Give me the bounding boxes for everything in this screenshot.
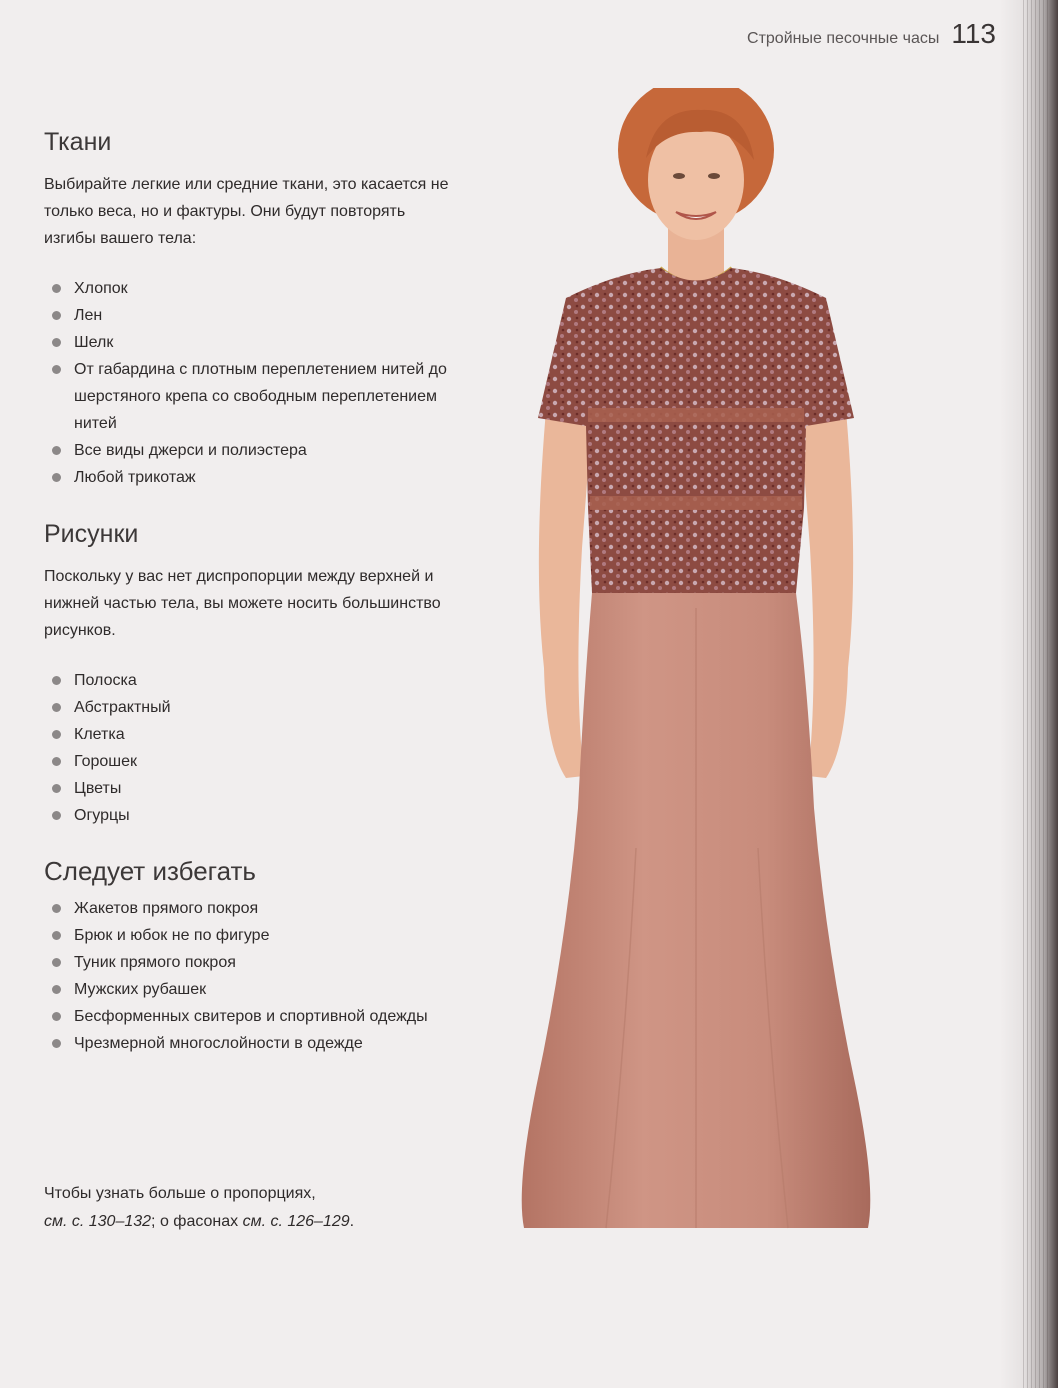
running-title: Стройные песочные часы bbox=[747, 30, 940, 47]
list-item: Абстрактный bbox=[44, 694, 484, 721]
list-item: Туник прямого покроя bbox=[44, 949, 434, 976]
list-item: Цветы bbox=[44, 775, 484, 802]
list-item: Бесформенных свитеров и спортивной одежды bbox=[44, 1003, 434, 1030]
bullet-icon bbox=[52, 811, 61, 820]
page-number: 113 bbox=[951, 18, 996, 49]
bullet-icon bbox=[52, 757, 61, 766]
patterns-list bbox=[44, 667, 484, 829]
bullet-icon bbox=[52, 985, 61, 994]
bullet-icon bbox=[52, 730, 61, 739]
list-item: Огурцы bbox=[44, 802, 484, 829]
bullet-icon bbox=[52, 1039, 61, 1048]
list-item: Полоска bbox=[44, 667, 484, 694]
page-ref-proportions: см. с. 130–132 bbox=[44, 1213, 152, 1230]
page-ref-styles: см. с. 126–129 bbox=[242, 1213, 350, 1230]
bullet-icon bbox=[52, 1012, 61, 1021]
list-item: Шелк bbox=[44, 329, 464, 356]
list-item: Хлопок bbox=[44, 275, 464, 302]
bullet-icon bbox=[52, 338, 61, 347]
bullet-icon bbox=[52, 446, 61, 455]
bullet-icon bbox=[52, 931, 61, 940]
bullet-icon bbox=[52, 904, 61, 913]
bullet-icon bbox=[52, 311, 61, 320]
footnote-refs: см. с. 130–132; о фасонах см. с. 126–129. bbox=[44, 1213, 355, 1230]
patterns-intro: Поскольку у вас нет диспропорции между верхней и нижней частью тела, вы можете носить большинство рисунков. bbox=[44, 568, 441, 639]
list-item: Горошек bbox=[44, 748, 484, 775]
list-item: Лен bbox=[44, 302, 464, 329]
list-item: Мужских рубашек bbox=[44, 976, 434, 1003]
list-item: Жакетов прямого покроя bbox=[44, 895, 434, 922]
list-item: От габардина с плотным переплетением нитей до шерстяного крепа со свободным переплетением нитей bbox=[44, 356, 464, 437]
fabrics-list bbox=[44, 275, 464, 491]
bullet-icon bbox=[52, 958, 61, 967]
fabrics-heading: Ткани bbox=[44, 128, 112, 156]
patterns-heading: Рисунки bbox=[44, 520, 139, 548]
footnote-lead: Чтобы узнать больше о пропорциях, bbox=[44, 1185, 316, 1202]
list-item: Брюк и юбок не по фигуре bbox=[44, 922, 434, 949]
list-item: Любой трикотаж bbox=[44, 464, 464, 491]
fabrics-intro: Выбирайте легкие или средние ткани, это касается не только веса, но и фактуры. Они будут повторять изгибы вашего тела: bbox=[44, 176, 449, 247]
list-item: Чрезмерной многослойности в одежде bbox=[44, 1030, 434, 1057]
bullet-icon bbox=[52, 473, 61, 482]
model-photo bbox=[496, 88, 896, 1378]
fabrics-section bbox=[44, 128, 484, 252]
page-edges bbox=[1020, 0, 1050, 1388]
patterns-section bbox=[44, 520, 484, 644]
list-item: Все виды джерси и полиэстера bbox=[44, 437, 464, 464]
bullet-icon bbox=[52, 784, 61, 793]
avoid-heading: Следует избегать bbox=[44, 856, 256, 886]
bullet-icon bbox=[52, 284, 61, 293]
bullet-icon bbox=[52, 676, 61, 685]
bullet-icon bbox=[52, 703, 61, 712]
list-item: Клетка bbox=[44, 721, 484, 748]
cross-reference-note bbox=[44, 1180, 354, 1236]
running-header bbox=[747, 18, 996, 54]
bullet-icon bbox=[52, 365, 61, 374]
avoid-section bbox=[44, 856, 484, 1057]
